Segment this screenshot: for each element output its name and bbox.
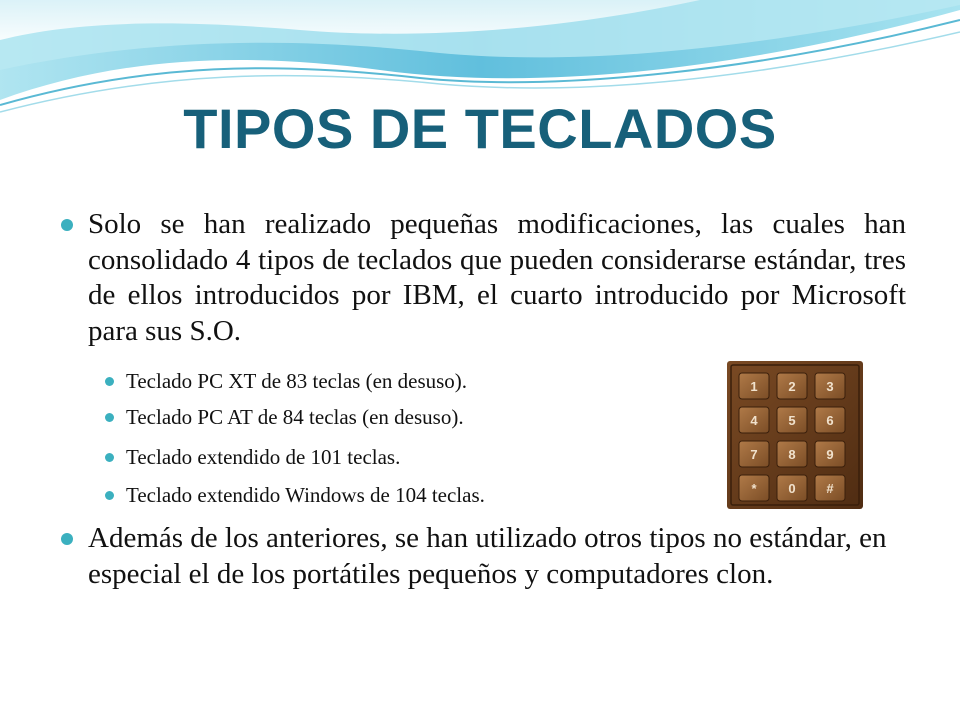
keypad-key-label: 9 [826, 447, 834, 462]
bullet-2 [88, 521, 908, 592]
keypad-key-label: 7 [750, 447, 758, 462]
subbullet-3 [126, 444, 400, 470]
keypad-key-label: 8 [788, 447, 796, 462]
keypad-key-label: # [826, 481, 834, 496]
keypad-key-label: 3 [826, 379, 834, 394]
subbullet-1-text: Teclado PC XT de 83 teclas (en desuso). [126, 369, 468, 393]
keypad-image [727, 361, 863, 509]
bullet-1-text: Solo se han realizado pequeñas modificaciones, las cuales han consolidado 4 tipos de teclados que pueden considerarse estándar, tres de ellos introducidos por IBM, el cuarto introducido por Microsoft para sus S.O. [88, 208, 906, 347]
keypad-key-label: 5 [788, 413, 796, 428]
subbullet-2-text: Teclado PC AT de 84 teclas (en desuso). [126, 405, 464, 429]
keypad-key-label: * [751, 481, 757, 496]
bullet-dot [61, 219, 73, 231]
keypad-key-label: 1 [750, 379, 758, 394]
keypad-key-label: 6 [826, 413, 834, 428]
bullet-dot [61, 533, 73, 545]
bullet-1 [88, 207, 906, 349]
keypad-key-label: 0 [788, 481, 796, 496]
subbullet-4-text: Teclado extendido Windows de 104 teclas. [126, 483, 485, 507]
subbullet-3-text: Teclado extendido de 101 teclas. [126, 445, 401, 469]
slide-title: TIPOS DE TECLADOS [183, 97, 777, 160]
subbullet-dot [105, 377, 114, 386]
subbullet-4 [126, 482, 485, 508]
subbullet-dot [105, 413, 114, 422]
subbullet-1 [126, 368, 467, 394]
keypad-key-label: 2 [788, 379, 796, 394]
bullet-2-text: Además de los anteriores, se han utilizado otros tipos no estándar, en especial el de los portátiles pequeños y computadores clon. [88, 522, 887, 590]
subbullet-dot [105, 491, 114, 500]
keypad-key-label: 4 [750, 413, 758, 428]
subbullet-dot [105, 453, 114, 462]
subbullet-2 [126, 404, 464, 430]
